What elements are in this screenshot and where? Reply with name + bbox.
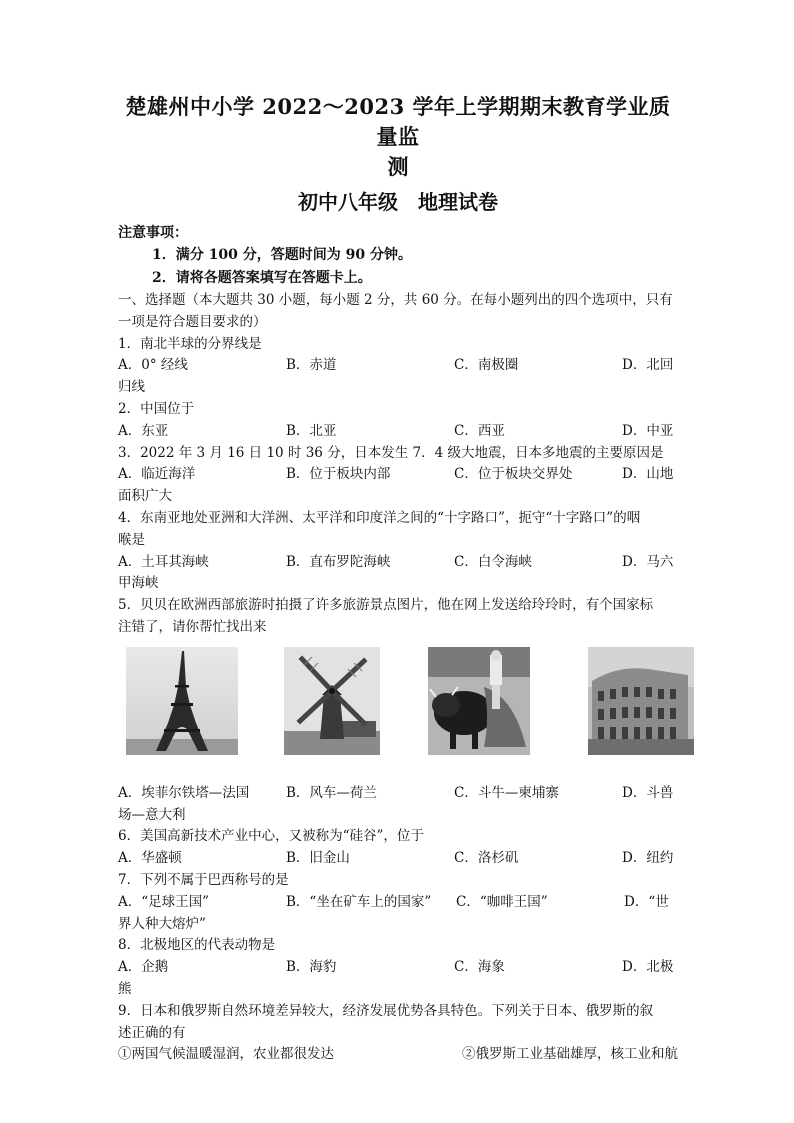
question-4-options <box>118 552 678 574</box>
option-d: D．斗兽 <box>622 784 674 801</box>
question-4-stem-cont: 喉是 <box>118 531 145 548</box>
option-a: A．“足球王国” <box>118 893 210 910</box>
option-c: C．白令海峡 <box>454 553 532 570</box>
exam-page <box>118 92 678 1066</box>
option-a: A．华盛顿 <box>118 850 182 867</box>
option-d: D．马六 <box>622 553 674 570</box>
option-continuation: 界人种大熔炉” <box>118 915 206 932</box>
statement-1: ①两国气候温暖湿润，农业都很发达 <box>118 1046 334 1063</box>
option-d: D．山地 <box>622 466 674 483</box>
option-c: C．斗牛—柬埔寨 <box>454 784 559 801</box>
option-continuation: 场—意大利 <box>118 806 186 823</box>
option-a: A．土耳其海峡 <box>118 553 209 570</box>
question-8-stem: 8．北极地区的代表动物是 <box>118 937 276 954</box>
question-5-photos <box>118 647 678 779</box>
option-continuation: 面积广大 <box>118 488 172 505</box>
option-b: B．海豹 <box>286 959 337 976</box>
option-b: B．直布罗陀海峡 <box>286 553 391 570</box>
option-continuation: 甲海峡 <box>118 575 159 592</box>
option-c: C．西亚 <box>454 422 505 439</box>
question-5-stem: 5．贝贝在欧洲西部旅游时拍摄了许多旅游景点图片，他在网上发送给玲玲时，有个国家标 <box>118 597 654 614</box>
question-4-stem: 4．东南亚地处亚洲和大洋洲、太平洋和印度洋之间的“十字路口”，扼守“十字路口”的咽 <box>118 509 641 526</box>
colosseum-photo <box>588 647 694 755</box>
section-instruction-line1: 一、选择题（本大题共 30 小题，每小题 2 分，共 60 分。在每小题列出的四个选项中，只有 <box>118 292 673 308</box>
question-1-stem: 1．南北半球的分界线是 <box>118 335 262 352</box>
question-7-stem: 7．下列不属于巴西称号的是 <box>118 871 289 888</box>
option-b: B．“坐在矿车上的国家” <box>286 893 432 910</box>
option-c: C．“咖啡王国” <box>456 893 548 910</box>
option-d: D．“世 <box>624 893 669 910</box>
question-5-options <box>118 783 678 805</box>
eiffel-tower-photo <box>126 647 238 755</box>
option-a: A．0° 经线 <box>118 357 188 374</box>
section-instruction-line2: 一项是符合题目要求的） <box>118 313 267 330</box>
option-b: B．旧金山 <box>286 850 350 867</box>
option-d: D．中亚 <box>622 422 674 439</box>
option-d: D．北极 <box>622 959 674 976</box>
bullfight-photo <box>428 647 530 755</box>
question-7-options <box>118 892 678 914</box>
option-c: C．位于板块交界处 <box>454 466 573 483</box>
notice-item-2: 2．请将各题答案填写在答题卡上。 <box>152 270 372 286</box>
question-6-stem: 6．美国高新技术产业中心，又被称为“硅谷”，位于 <box>118 828 424 845</box>
question-6-options <box>118 848 678 870</box>
option-b: B．位于板块内部 <box>286 466 391 483</box>
option-b: B．赤道 <box>286 357 337 374</box>
question-9-statements <box>118 1044 678 1066</box>
statement-2: ②俄罗斯工业基础雄厚，核工业和航 <box>462 1046 678 1063</box>
question-5-stem-cont: 注错了，请你帮忙找出来 <box>118 618 267 635</box>
option-a: A．埃菲尔铁塔—法国 <box>118 784 250 801</box>
option-d: D．北回 <box>622 357 674 374</box>
option-c: C．海象 <box>454 959 505 976</box>
option-c: C．南极圈 <box>454 357 519 374</box>
option-a: A．东亚 <box>118 422 169 439</box>
question-2-stem: 2．中国位于 <box>118 400 195 417</box>
exam-title-line1: 楚雄州中小学 2022～2023 学年上学期期末教育学业质量监 <box>125 94 671 149</box>
question-2-options <box>118 421 678 443</box>
exam-subtitle: 初中八年级 地理试卷 <box>298 190 498 214</box>
question-1-options <box>118 355 678 377</box>
option-a: A．临近海洋 <box>118 466 196 483</box>
question-8-options <box>118 957 678 979</box>
option-b: B．北亚 <box>286 422 337 439</box>
exam-title-line2: 测 <box>387 154 409 179</box>
question-9-stem-cont: 述正确的有 <box>118 1024 186 1041</box>
option-continuation: 归线 <box>118 379 145 396</box>
option-b: B．风车—荷兰 <box>286 784 377 801</box>
option-a: A．企鹅 <box>118 959 169 976</box>
question-3-options <box>118 464 678 486</box>
question-3-stem: 3．2022 年 3 月 16 日 10 时 36 分，日本发生 7．4 级大地震，日本多地震的主要原因是 <box>118 444 664 461</box>
option-continuation: 熊 <box>118 980 132 997</box>
option-d: D．纽约 <box>622 850 674 867</box>
option-c: C．洛杉矶 <box>454 850 519 867</box>
notice-heading: 注意事项： <box>118 225 188 241</box>
question-9-stem: 9．日本和俄罗斯自然环境差异较大，经济发展优势各具特色。下列关于日本、俄罗斯的叙 <box>118 1002 654 1019</box>
notice-item-1: 1．满分 100 分，答题时间为 90 分钟。 <box>152 247 412 263</box>
windmill-photo <box>284 647 380 755</box>
